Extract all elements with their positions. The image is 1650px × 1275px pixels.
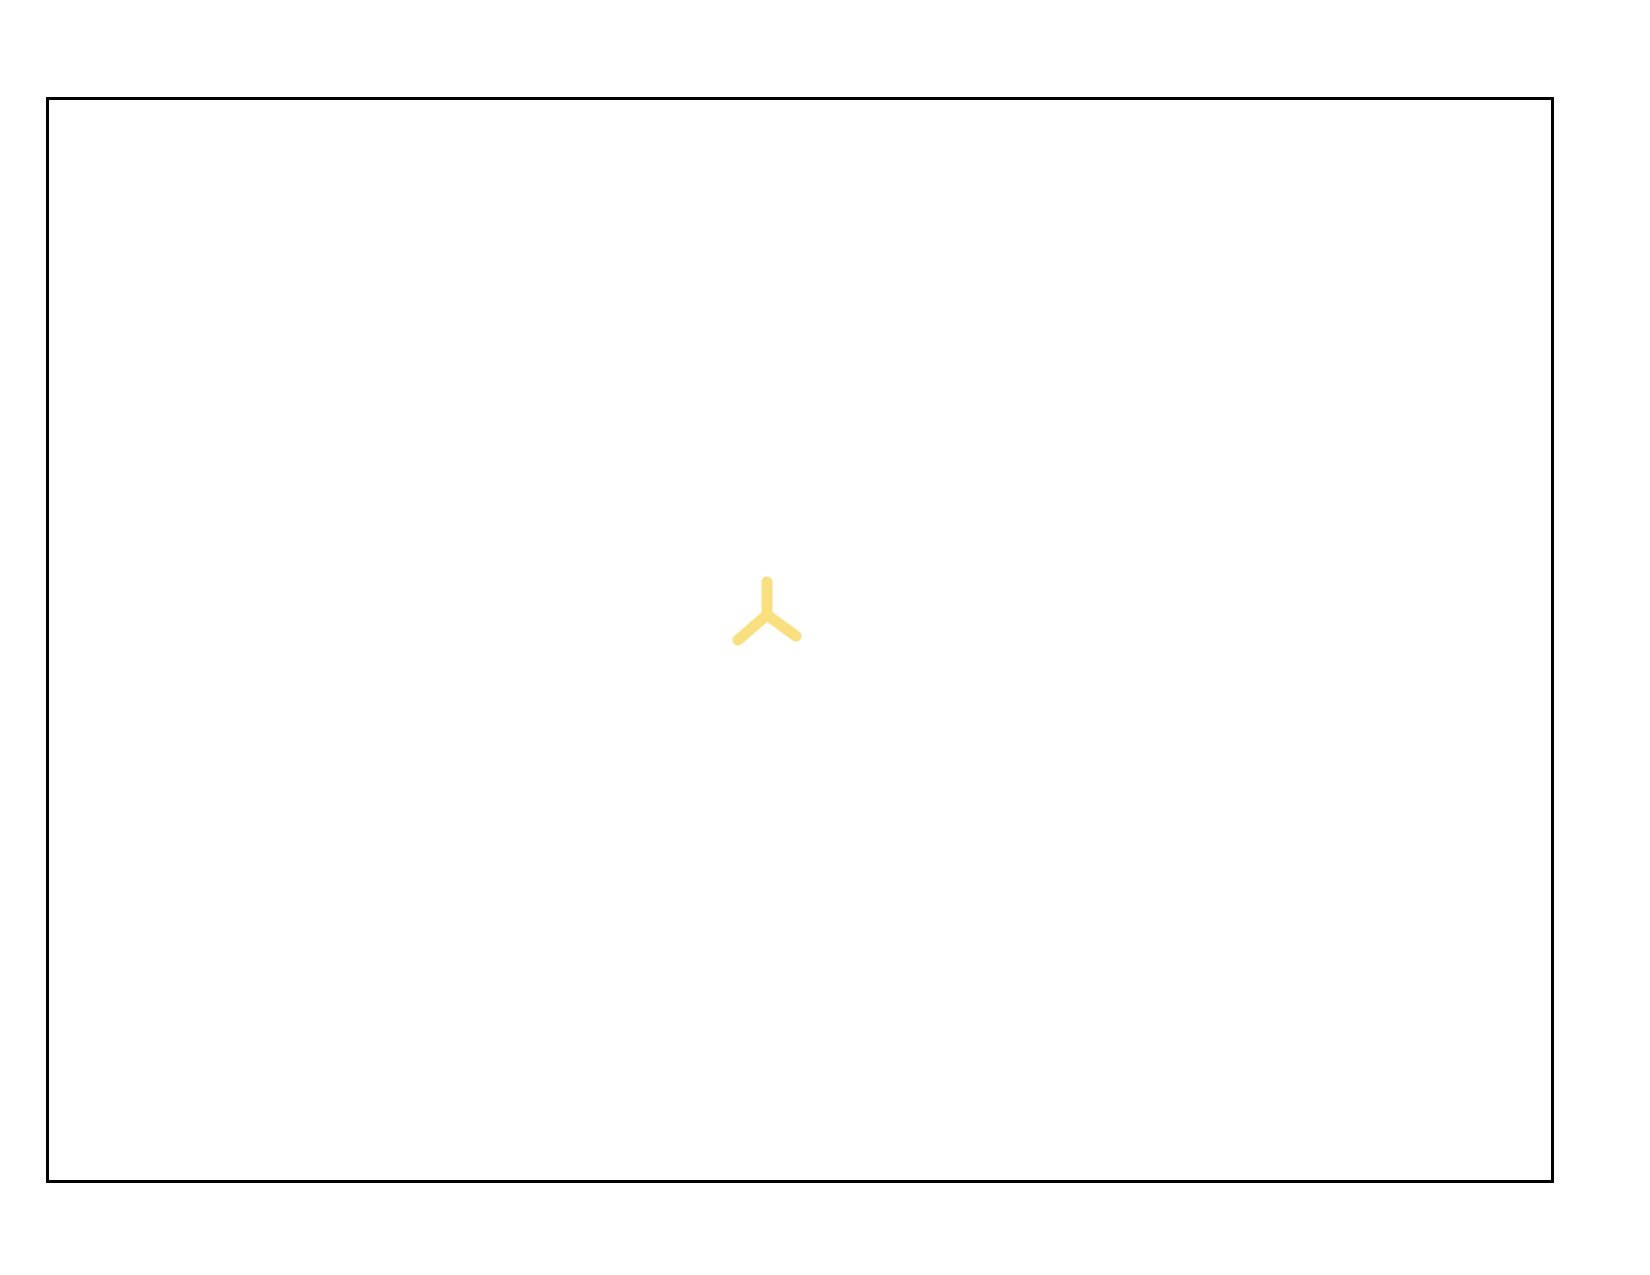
pedigree-table: [46, 97, 1554, 1183]
